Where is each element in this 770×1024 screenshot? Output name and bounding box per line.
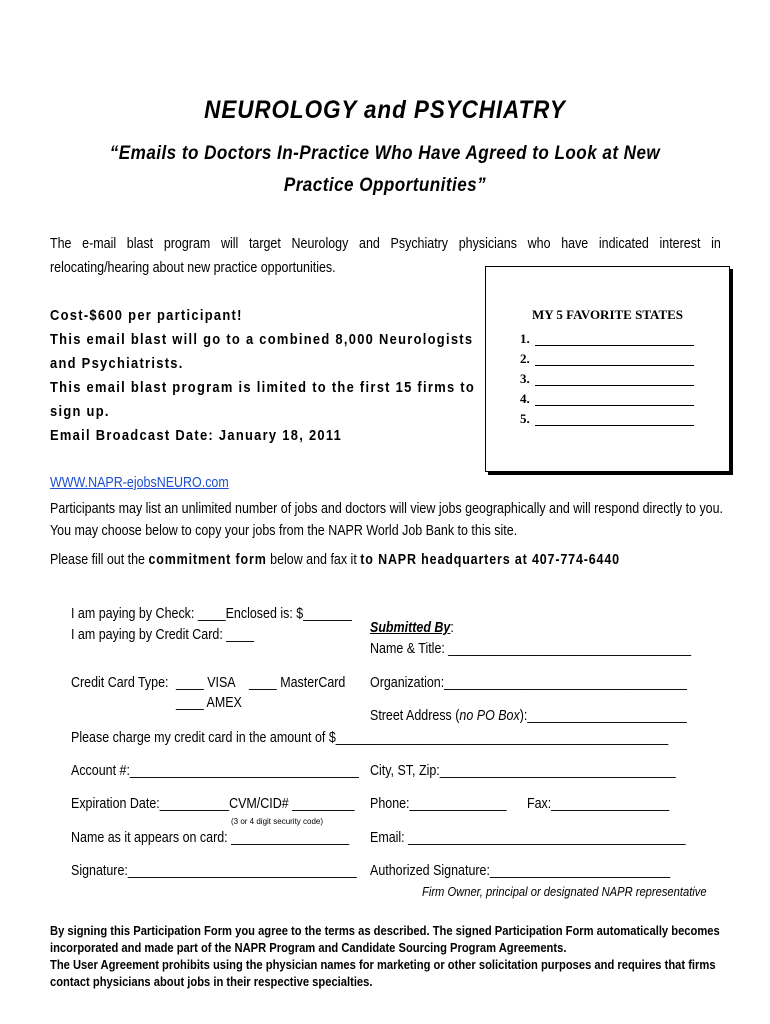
state-input-line[interactable] — [535, 385, 694, 386]
visa-option[interactable]: ____ VISA — [176, 675, 236, 691]
state-input-line[interactable] — [535, 405, 694, 406]
street-address-line: ):_______________________ — [519, 708, 687, 724]
street-address-field[interactable] — [370, 708, 687, 724]
submitted-by-heading — [370, 620, 454, 636]
fill-instruction — [50, 552, 620, 568]
city-state-zip-field[interactable]: City, ST, Zip:__________________________________ — [370, 763, 676, 779]
fill-instruction-middle: below and fax it — [266, 552, 361, 568]
participants-paragraph: Participants may list an unlimited number of jobs and doctors will view jobs geographically and will respond directly to you. You may choose below to copy your jobs from the NAPR World Job Bank to this site. — [50, 501, 724, 539]
submitted-by-label: Submitted By — [370, 620, 451, 636]
cost-line: Email Broadcast Date: January 18, 2011 — [50, 427, 343, 444]
cost-line: Cost-$600 per participant! — [50, 307, 243, 324]
pay-by-credit-card-field[interactable]: I am paying by Credit Card: ____ — [71, 627, 254, 643]
fill-instruction-bold: commitment form — [148, 552, 267, 568]
state-number: 3. — [520, 371, 530, 386]
name-title-field[interactable]: Name & Title: ___________________________________ — [370, 641, 692, 657]
street-address-prefix: Street Address ( — [370, 708, 460, 724]
state-number: 2. — [520, 351, 530, 366]
charge-amount-field[interactable]: Please charge my credit card in the amount of $_____ — [71, 730, 371, 746]
cost-line: This email blast will go to a combined 8,000 Neurologists and Psychiatrists. — [50, 331, 474, 372]
street-address-note: no PO Box — [459, 708, 520, 724]
cost-block — [50, 304, 480, 448]
state-input-line[interactable] — [535, 365, 694, 366]
card-type-label: Credit Card Type: — [71, 675, 169, 691]
firm-owner-note: Firm Owner, principal or designated NAPR representative — [422, 884, 707, 899]
state-input-line[interactable] — [535, 345, 694, 346]
favorite-states-box — [485, 266, 730, 472]
intro-paragraph: The e-mail blast program will target Neurology and Psychiatry physicians who have indicated interest in relocating/hearing about new practice opportunities. — [50, 236, 721, 276]
expiration-cvm-field[interactable]: Expiration Date:__________CVM/CID# _________ — [71, 796, 355, 812]
page-subtitle: “Emails to Doctors In-Practice Who Have Agreed to Look at New Practice Opportunities” — [109, 143, 661, 196]
fill-instruction-fax: to NAPR headquarters at 407-774-6440 — [360, 552, 620, 568]
favorite-states-title: MY 5 FAVORITE STATES — [531, 307, 684, 322]
page-title: NEUROLOGY and PSYCHIATRY — [204, 96, 566, 124]
email-field[interactable]: Email: ________________________________________ — [370, 830, 686, 846]
state-number: 1. — [520, 331, 530, 346]
organization-field[interactable]: Organization:___________________________________ — [370, 675, 687, 691]
security-code-note: (3 or 4 digit security code) — [231, 817, 324, 826]
cost-line: This email blast program is limited to the first 15 firms to sign up. — [50, 379, 476, 420]
submitted-by-colon: : — [450, 620, 454, 636]
state-input-line[interactable] — [535, 425, 694, 426]
card-signature-field[interactable]: Signature:_________________________________ — [71, 863, 357, 879]
user-agreement-paragraph: The User Agreement prohibits using the physician names for marketing or other solicitation purposes and requires that firms contact physicians about jobs in their respective specialties. — [50, 957, 716, 989]
fill-instruction-prefix: Please fill out the — [50, 552, 149, 568]
pay-by-check-field[interactable]: I am paying by Check: ____Enclosed is: $_______ — [71, 606, 352, 622]
state-number: 4. — [520, 391, 530, 406]
street-address-extra-line[interactable]: ___________________________________________ — [370, 730, 669, 746]
terms-footer — [50, 922, 721, 990]
name-on-card-field[interactable]: Name as it appears on card: _________________ — [71, 830, 350, 846]
phone-field[interactable]: Phone:______________ — [370, 796, 507, 812]
amex-option[interactable]: ____ AMEX — [176, 695, 242, 711]
website-link[interactable]: WWW.NAPR-ejobsNEURO.com — [50, 475, 229, 491]
fax-field[interactable]: Fax:_________________ — [527, 796, 670, 812]
authorized-signature-field[interactable]: Authorized Signature:__________________________ — [370, 863, 671, 879]
terms-paragraph: By signing this Participation Form you agree to the terms as described. The signed Participation Form automatically becomes incorporated and made part of the NAPR Program and Candidate Sourcing Program Agreements. — [50, 923, 720, 955]
account-number-field[interactable]: Account #:_________________________________ — [71, 763, 359, 779]
mastercard-option[interactable]: ____ MasterCard — [249, 675, 346, 691]
state-number: 5. — [520, 411, 530, 426]
